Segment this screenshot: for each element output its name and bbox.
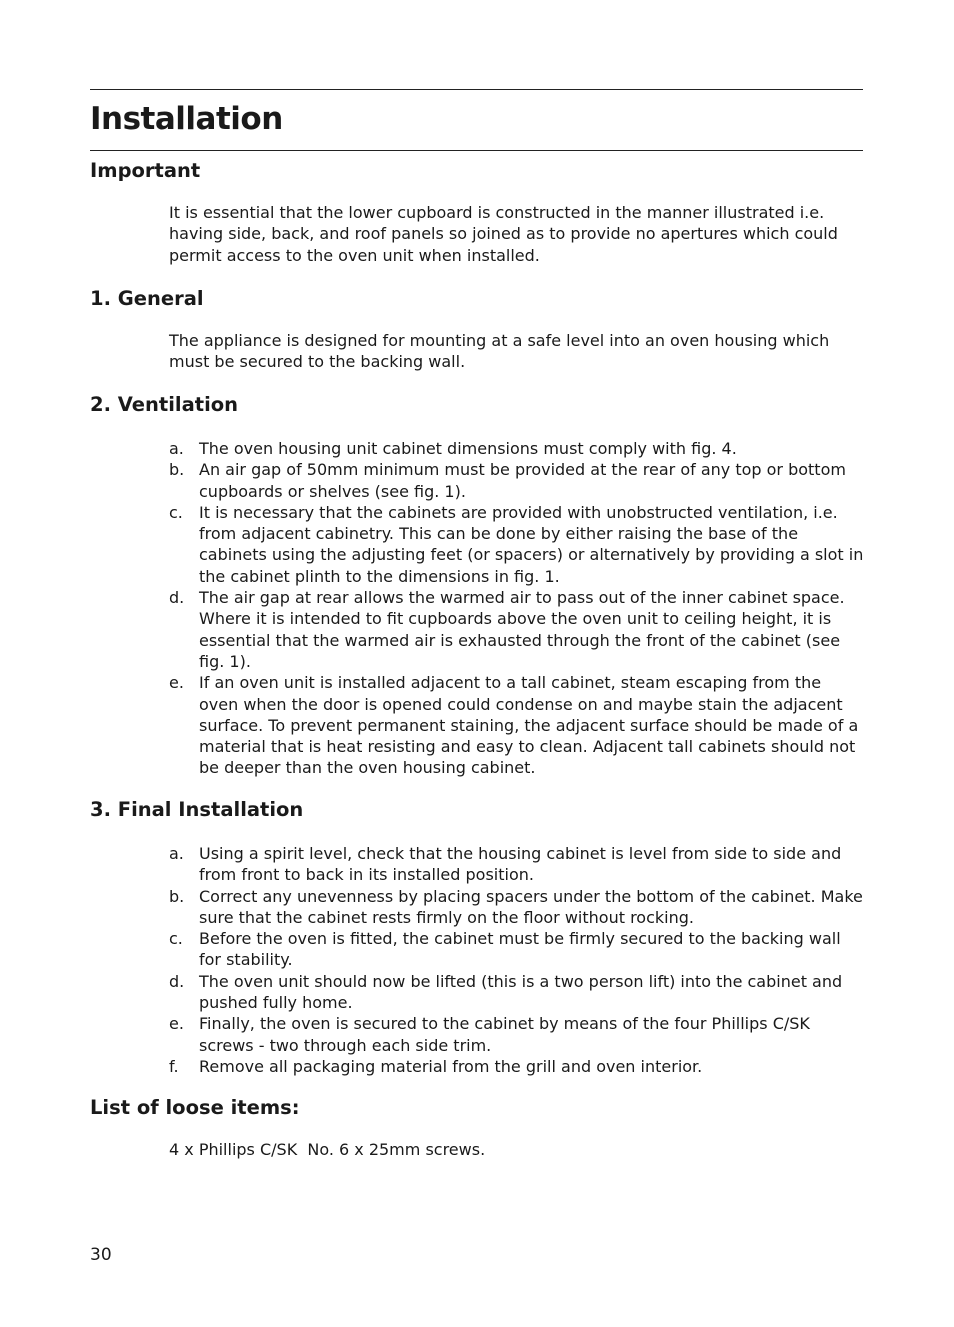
title-bottom-rule bbox=[90, 150, 863, 151]
section-heading-general: 1. General bbox=[90, 287, 204, 310]
list-item bbox=[169, 928, 865, 971]
list-item bbox=[169, 502, 865, 587]
section-important bbox=[90, 158, 865, 266]
list-item-text: The air gap at rear allows the warmed air to pass out of the inner cabinet space. Where it is intended to fit cupboards above the oven unit to ceiling height, it is essential that the warmed air is exhausted through the front of the cabinet (see fig. 1). bbox=[199, 588, 845, 671]
section-heading-loose-items: List of loose items: bbox=[90, 1096, 300, 1119]
list-item-text: The oven unit should now be lifted (this is a two person lift) into the cabinet and pushed fully home. bbox=[199, 971, 843, 1013]
list-item bbox=[169, 886, 865, 929]
section-heading-final-installation: 3. Final Installation bbox=[90, 798, 304, 821]
general-text: The appliance is designed for mounting at a safe level into an oven housing which must be secured to the backing wall. bbox=[169, 331, 830, 372]
section-heading-important: Important bbox=[90, 159, 201, 182]
section-heading-ventilation: 2. Ventilation bbox=[90, 393, 239, 416]
list-item bbox=[169, 672, 865, 778]
list-item-text: Using a spirit level, check that the housing cabinet is level from side to side and from front to back in its installed position. bbox=[199, 844, 842, 885]
list-item-text: It is necessary that the cabinets are provided with unobstructed ventilation, i.e. from adjacent cabinetry. This can be done by either raising the base of the cabinets using the adjusting feet (or spacers) or alternatively by providing a slot in the cabinet plinth to the dimensions in fig. 1. bbox=[199, 502, 864, 586]
list-marker: d. bbox=[169, 971, 185, 991]
list-item-text: Finally, the oven is secured to the cabinet by means of the four Phillips C/SK screws - two through each side trim. bbox=[199, 1014, 810, 1055]
list-marker: e. bbox=[169, 1014, 184, 1034]
important-text: It is essential that the lower cupboard is constructed in the manner illustrated i.e. having side, back, and roof panels so joined as to provide no apertures which could permit access to the oven unit when installed. bbox=[169, 203, 838, 265]
list-marker: a. bbox=[169, 439, 184, 458]
list-marker: f. bbox=[169, 1056, 179, 1076]
page-number: 30 bbox=[90, 1245, 112, 1265]
list-item bbox=[169, 459, 865, 502]
page-title: Installation bbox=[90, 101, 283, 137]
list-item-text: Correct any unevenness by placing spacers under the bottom of the cabinet. Make sure that the cabinet rests firmly on the floor without rocking. bbox=[199, 886, 863, 927]
list-item bbox=[169, 1013, 865, 1056]
list-item bbox=[169, 438, 865, 459]
list-marker: b. bbox=[169, 886, 185, 906]
list-item bbox=[169, 843, 865, 886]
section-final-installation bbox=[90, 797, 865, 1077]
list-item bbox=[169, 1056, 865, 1077]
list-marker: d. bbox=[169, 588, 185, 608]
ventilation-list bbox=[90, 438, 865, 779]
list-item-text: Before the oven is fitted, the cabinet must be firmly secured to the backing wall for stability. bbox=[199, 929, 841, 970]
section-general bbox=[90, 286, 865, 373]
title-top-rule bbox=[90, 89, 863, 90]
list-marker: e. bbox=[169, 673, 184, 693]
section-ventilation bbox=[90, 392, 865, 779]
section-loose-items bbox=[90, 1095, 865, 1160]
list-item-text: An air gap of 50mm minimum must be provided at the rear of any top or bottom cupboards or shelves (see fig. 1). bbox=[199, 460, 846, 501]
list-marker: a. bbox=[169, 844, 184, 863]
list-item bbox=[169, 587, 865, 672]
final-installation-list bbox=[90, 843, 865, 1077]
list-marker: c. bbox=[169, 502, 183, 522]
list-item bbox=[169, 971, 865, 1014]
loose-items-text: 4 x Phillips C/SK No. 6 x 25mm screws. bbox=[169, 1140, 486, 1159]
list-marker: c. bbox=[169, 929, 183, 949]
list-item-text: Remove all packaging material from the grill and oven interior. bbox=[199, 1056, 703, 1076]
list-item-text: The oven housing unit cabinet dimensions must comply with fig. 4. bbox=[199, 439, 737, 458]
list-marker: b. bbox=[169, 460, 185, 480]
list-item-text: If an oven unit is installed adjacent to a tall cabinet, steam escaping from the oven when the door is opened could condense on and maybe stain the adjacent surface. To prevent permanent staining, the adjacent surface should be made of a material that is heat resisting and easy to clean. Adjacent tall cabinets should not be deeper than the oven housing cabinet. bbox=[199, 673, 859, 778]
